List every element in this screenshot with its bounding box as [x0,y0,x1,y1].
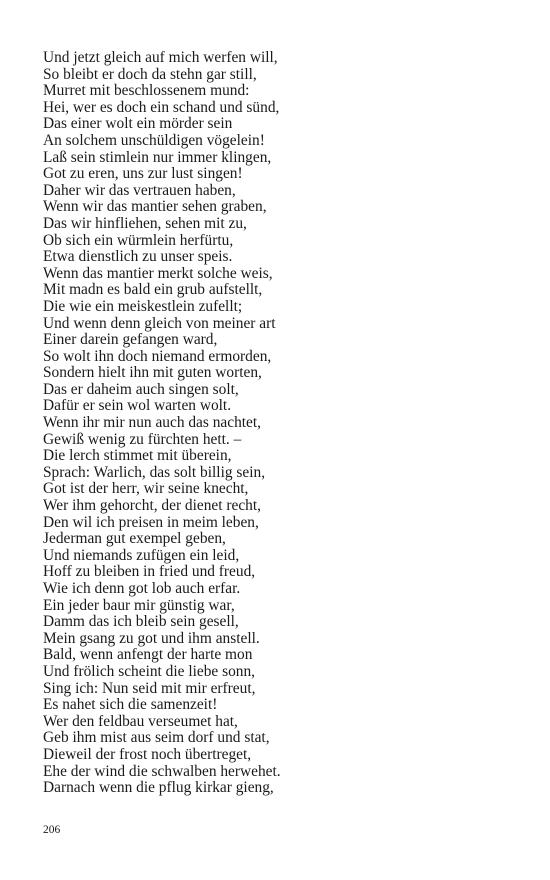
poem-line: Das einer wolt ein mörder sein [43,115,233,133]
poem-line: Einer darein gefangen ward, [43,331,218,349]
poem-line: Murret mit beschlossenem mund: [43,82,250,100]
poem-line: Wie ich denn got lob auch erfar. [43,580,241,597]
poem-line: So wolt ihn doch niemand ermorden, [43,347,272,365]
poem-line: Gewiß wenig zu fürchten hett. – [43,430,242,448]
poem-line: Die wie ein meiskestlein zufellt; [43,297,243,315]
poem-line: Got ist der herr, wir seine knecht, [43,480,249,498]
poem-line: Daher wir das vertrauen haben, [43,181,236,199]
poem-line: Das er daheim auch singen solt, [43,380,239,398]
poem-line: Sprach: Warlich, das solt billig sein, [43,463,266,481]
poem-line: Sing ich: Nun seid mit mir erfreut, [43,679,256,697]
poem-line: Sondern hielt ihn mit guten worten, [43,364,262,382]
poem-line: Ein jeder baur mir günstig war, [43,596,235,614]
poem-line: An solchem unschüldigen vögelein! [43,131,265,149]
poem-line: Got zu eren, uns zur lust singen! [43,165,243,183]
poem-line: Etwa dienstlich zu unser speis. [43,248,233,266]
poem-line: Und jetzt gleich auf mich werfen will, [43,49,278,66]
poem-line: Wer den feldbau verseumet hat, [43,712,238,730]
poem-text-block [43,50,513,797]
poem-line: Den wil ich preisen in meim leben, [43,513,259,531]
poem-line: Es nahet sich die samenzeit! [43,696,218,714]
poem-line: Jederman gut exempel geben, [43,530,226,548]
poem-line: Und niemands zufügen ein leid, [43,546,240,564]
poem-line: Und wenn denn gleich von meiner art [43,314,276,332]
poem-line: Dieweil der frost noch übertreget, [43,745,252,763]
poem-line: Ehe der wind die schwalben herwehet. [43,762,281,780]
poem-line: Wenn wir das mantier sehen graben, [43,198,267,216]
poem-line: Ob sich ein würmlein herfürtu, [43,231,234,249]
poem-line: Laß sein stimlein nur immer klingen, [43,148,272,166]
poem-line: Mit madn es bald ein grub aufstellt, [43,281,263,299]
page-number: 206 [43,824,61,836]
poem-line: Wenn ihr mir nun auch das nachtet, [43,414,262,432]
poem-line: Dafür er sein wol warten wolt. [43,397,232,415]
poem-line: Mein gsang zu got und ihm anstell. [43,629,260,647]
poem-line: Bald, wenn anfengt der harte mon [43,646,253,664]
poem-line: Wer ihm gehorcht, der dienet recht, [43,497,261,515]
poem-line: Wenn das mantier merkt solche weis, [43,264,273,282]
poem-line: Hoff zu bleiben in fried und freud, [43,563,256,581]
poem-line: Und frölich scheint die liebe sonn, [43,662,255,680]
poem-line: Darnach wenn die pflug kirkar gieng, [43,779,274,797]
poem-line: Die lerch stimmet mit überein, [43,447,232,465]
poem-line: Geb ihm mist aus seim dorf und stat, [43,729,270,747]
poem-line: So bleibt er doch da stehn gar still, [43,65,257,83]
poem-line: Damm das ich bleib sein gesell, [43,613,239,631]
poem-line: Das wir hinfliehen, sehen mit zu, [43,214,247,232]
poem-line: Hei, wer es doch ein schand und sünd, [43,98,280,116]
